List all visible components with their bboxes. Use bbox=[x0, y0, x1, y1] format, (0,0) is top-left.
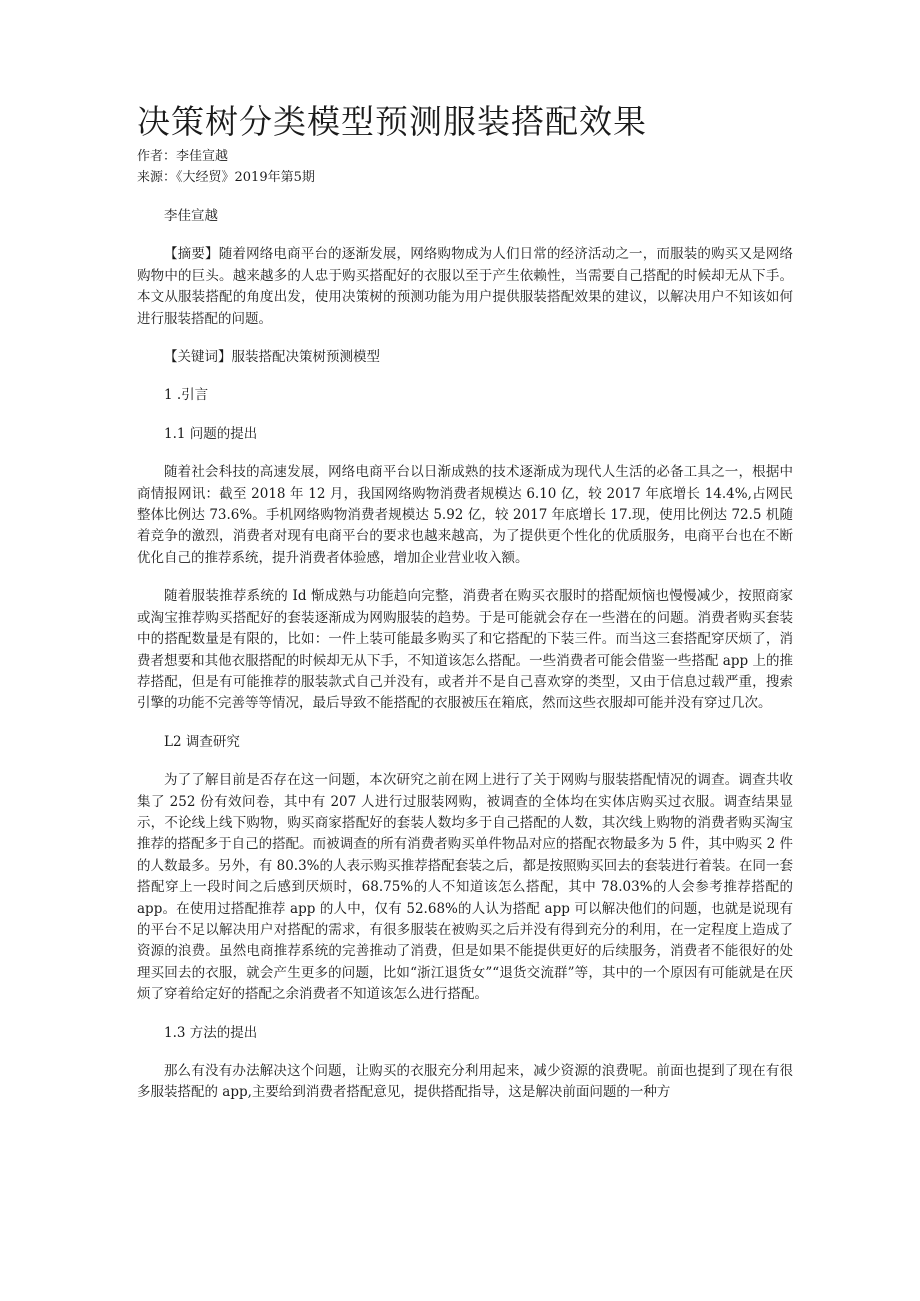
paragraph-1-2: 为了了解目前是否存在这一问题，本次研究之前在网上进行了关于网购与服装搭配情况的调查。调查共收集了 252 份有效问卷，其中有 207 人进行过服装网购，被调查的全体均在实体店购买过衣服。调查结果显示，不论线上线下购物，购买商家搭配好的套装人数均多于自己搭配的人数，其次线上购物的消费者购买淘宝推荐的搭配多于自己的搭配。而被调查的所有消费者购买单件物品对应的搭配衣物最多为 5 件，其中购买 2 件的人数最多。另外，有 80.3%的人表示购买推荐搭配套装之后，都是按照购买回去的套装进行着装。在同一套搭配穿上一段时间之后感到厌烦时，68.75%的人不知道该怎么搭配，其中 78.03%的人会参考推荐搭配的 app。在使用过搭配推荐 app 的人中，仅有 52.68%的人认为搭配 app 可以解决他们的问题，也就是说现有的平台不足以解决用户对搭配的需求，有很多服装在被购买之后并没有得到充分的利用，在一定程度上造成了资源的浪费。虽然电商推荐系统的完善推动了消费，但是如果不能提供更好的后续服务，消费者不能很好的处理买回去的衣服，就会产生更多的问题，比如“浙江退货女”“退货交流群”等，其中的一个原因有可能就是在厌烦了穿着给定好的搭配之余消费者不知道该怎么进行搭配。 bbox=[137, 772, 793, 1003]
paragraph-1-3: 那么有没有办法解决这个问题，让购买的衣服充分利用起来，减少资源的浪费呢。前面也提到了现在有很多服装搭配的 app,主要给到消费者搭配意见，提供搭配指导，这是解决前面问题的一种方 bbox=[137, 1063, 793, 1101]
section-heading-1-1: 1.1 问题的提出 bbox=[164, 425, 258, 442]
paragraph-1-1-b: 随着服装推荐系统的 Id 惭成熟与功能趋向完整，消费者在购买衣服时的搭配烦恼也慢慢减少，按照商家或淘宝推荐购买搭配好的套装逐渐成为网购服装的趋势。于是可能就会存在一些潜在的问题。消费者购买套装中的搭配数量是有限的，比如：一件上装可能最多购买了和它搭配的下装三件。而当这三套搭配穿厌烦了，消费者想要和其他衣服搭配的时候却无从下手，不知道该怎么搭配。一些消费者可能会借鉴一些搭配 app 上的推荐搭配，但是有可能推荐的服装款式自己并没有，或者并不是自己喜欢穿的类型，又由于信息过载严重，搜索引擎的功能不完善等等情况，最后导致不能搭配的衣服被压在箱底，然而这些衣服却可能并没有穿过几次。 bbox=[137, 588, 793, 712]
document-title: 决策树分类模型预测服装搭配效果 bbox=[137, 102, 647, 141]
section-heading-1-3: 1.3 方法的提出 bbox=[164, 1024, 258, 1041]
section-heading-1: 1 .引言 bbox=[164, 387, 209, 404]
keywords-line: 【关键词】服装搭配决策树预测模型 bbox=[164, 349, 380, 366]
abstract-paragraph: 【摘要】随着网络电商平台的逐渐发展，网络购物成为人们日常的经济活动之一，而服装的购买又是网络购物中的巨头。越来越多的人忠于购买搭配好的衣服以至于产生依赖性，当需要自己搭配的时候却无从下手。本文从服装搭配的角度出发，使用决策树的预测功能为用户提供服装搭配效果的建议，以解决用户不知该如何进行服装搭配的问题。 bbox=[137, 246, 793, 327]
paragraph-1-1-a: 随着社会科技的高速发展，网络电商平台以日渐成熟的技术逐渐成为现代人生活的必备工具之一，根据中商情报网讯：截至 2018 年 12 月，我国网络购物消费者规模达 6.10 亿，较 2017 年底增长 14.4%,占网民整体比例达 73.6%。手机网络购物消费者规模达 5.92 亿，较 2017 年底增长 17.现，使用比例达 72.5 机随着竞争的激烈，消费者对现有电商平台的要求也越来越高，为了提供更个性化的优质服务，电商平台也在不断优化自己的推荐系统，提升消费者体验感，增加企业营业收入额。 bbox=[137, 464, 793, 566]
section-heading-1-2: L2 调查研究 bbox=[164, 733, 240, 750]
document-meta bbox=[137, 146, 793, 188]
author-line: 作者：李佳宣越 bbox=[137, 149, 229, 164]
source-line: 来源：《大经贸》2019年第5期 bbox=[137, 170, 315, 185]
document-page bbox=[137, 100, 793, 1104]
author-name: 李佳宣越 bbox=[164, 208, 218, 224]
